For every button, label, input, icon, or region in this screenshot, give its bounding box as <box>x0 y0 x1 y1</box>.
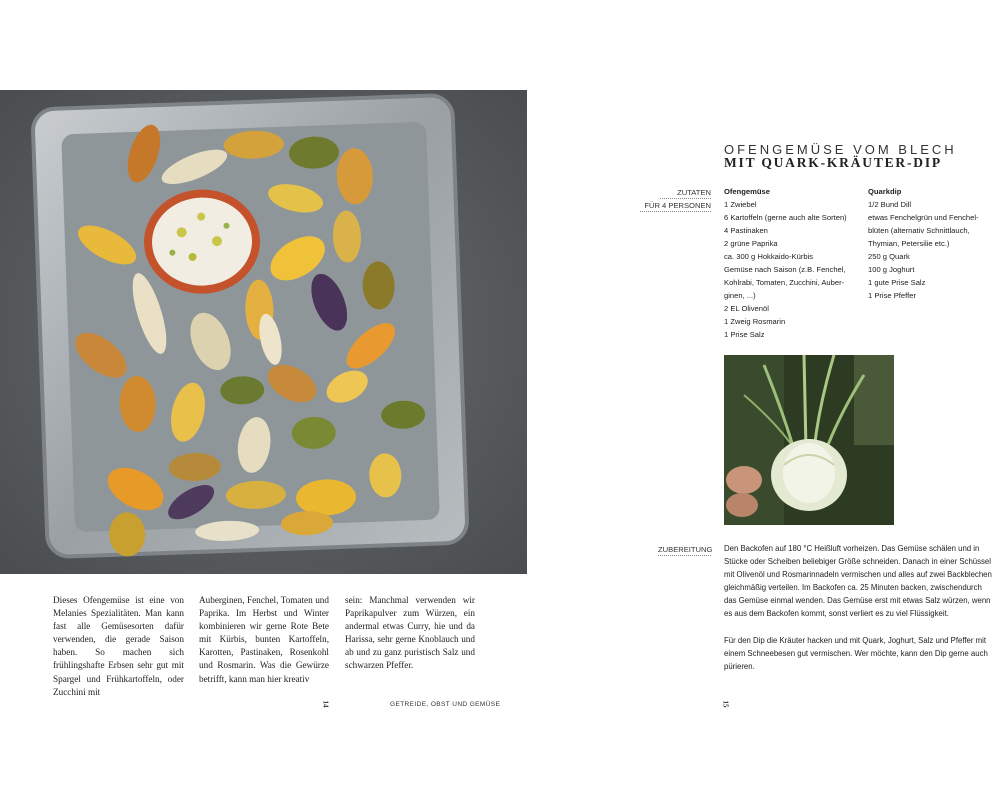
recipe-title-line-1: OFENGEMÜSE VOM BLECH <box>724 142 957 157</box>
ingredient-item: Gemüse nach Saison (z.B. Fenchel, <box>724 265 846 274</box>
label-fuer-4-personen: FÜR 4 PERSONEN <box>640 200 711 212</box>
ingredient-item: 4 Pastinaken <box>724 226 768 235</box>
intro-column-3: sein: Manchmal verwenden wir Paprikapulver zum Würzen, ein andermal etwas Curry, hie und da Harissa, sehr gerne Knoblauch und ab und zu ganz puristisch Salz und schwarzen Pfeffer. <box>345 595 475 671</box>
roasted-vegetables-photo <box>0 90 527 574</box>
ingredient-item: Thymian, Petersilie etc.) <box>868 239 950 248</box>
page-number-left: 14 <box>321 700 330 708</box>
ingredient-item: blüten (alternativ Schnittlauch, <box>868 226 970 235</box>
ingredient-item: 6 Kartoffeln (gerne auch alte Sorten) <box>724 213 847 222</box>
recipe-title-line-2: MIT QUARK-KRÄUTER-DIP <box>724 155 942 170</box>
ingredient-item: 1 Zwiebel <box>724 200 757 209</box>
chapter-footer: GETREIDE, OBST UND GEMÜSE <box>390 701 501 708</box>
ingredients-ofengemuese <box>724 185 864 341</box>
ingredient-item: 2 grüne Paprika <box>724 239 778 248</box>
label-zubereitung: ZUBEREITUNG <box>658 545 713 554</box>
ingredients-quarkdip <box>868 185 998 302</box>
ingredients-heading-quarkdip: Quarkdip <box>868 187 902 196</box>
ingredient-item: Kohlrabi, Tomaten, Zucchini, Auber- <box>724 278 845 287</box>
ingredient-item: 1/2 Bund Dill <box>868 200 912 209</box>
preparation-paragraph-1: Den Backofen auf 180 °C Heißluft vorheizen. Das Gemüse schälen und in Stücke oder Scheiben beliebiger Größe schneiden. Danach in einer Schüssel mit Olivenöl und Rosmarinnadeln vermischen und alles auf zwei Backblechen gleichmäßig verteilen. Im Backofen ca. 25 Minuten backen, zwischendurch das Gemüse einmal wenden. Das Gemüse erst mit etwas Salz würzen, wenn es aus dem Backofen kommt, sonst verliert es zu viel Flüssigkeit. <box>724 544 992 619</box>
ingredient-item: 1 Prise Salz <box>724 330 765 339</box>
ingredient-item: ginen, ...) <box>724 291 756 300</box>
ingredient-item: 250 g Quark <box>868 252 910 261</box>
intro-column-2: Auberginen, Fenchel, Tomaten und Paprika. Im Herbst und Winter kombinieren wir gerne Rote Bete mit Kürbis, bunten Kartoffeln, Karotten, Pastinaken, Rosenkohl und Rosmarin. Was die Gewürze betrifft, kann man hier kreativ <box>199 595 329 684</box>
ingredient-item: etwas Fenchelgrün und Fenchel- <box>868 213 979 222</box>
roasted-vegetables-illustration <box>0 90 527 574</box>
ingredient-item: 1 Prise Pfeffer <box>868 291 916 300</box>
ingredients-heading-ofengemuese: Ofengemüse <box>724 187 770 196</box>
page-number-right: 15 <box>721 700 730 708</box>
preparation-paragraph-2: Für den Dip die Kräuter hacken und mit Quark, Joghurt, Salz und Pfeffer mit einem Schneebesen gut vermischen. Wer möchte, kann den Dip gerne auch pürieren. <box>724 635 988 671</box>
fennel-photo <box>724 355 894 525</box>
ingredient-item: 1 Zweig Rosmarin <box>724 317 786 326</box>
fennel-illustration <box>724 355 894 525</box>
ingredient-item: 2 EL Olivenöl <box>724 304 769 313</box>
ingredient-item: 1 gute Prise Salz <box>868 278 926 287</box>
ingredient-item: 100 g Joghurt <box>868 265 915 274</box>
label-zutaten: ZUTATEN <box>660 187 711 199</box>
ingredient-item: ca. 300 g Hokkaido-Kürbis <box>724 252 814 261</box>
intro-column-1: Dieses Ofengemüse ist eine von Melanies Spezialitäten. Man kann fast alle Gemüsesorten dafür verwenden, die gerade Saison haben. So machen sich frühlingshafte Erbsen sehr gut mit Spargel und Frühkartoffeln, oder Zucchini mit <box>53 595 184 697</box>
preparation-text <box>724 542 996 686</box>
